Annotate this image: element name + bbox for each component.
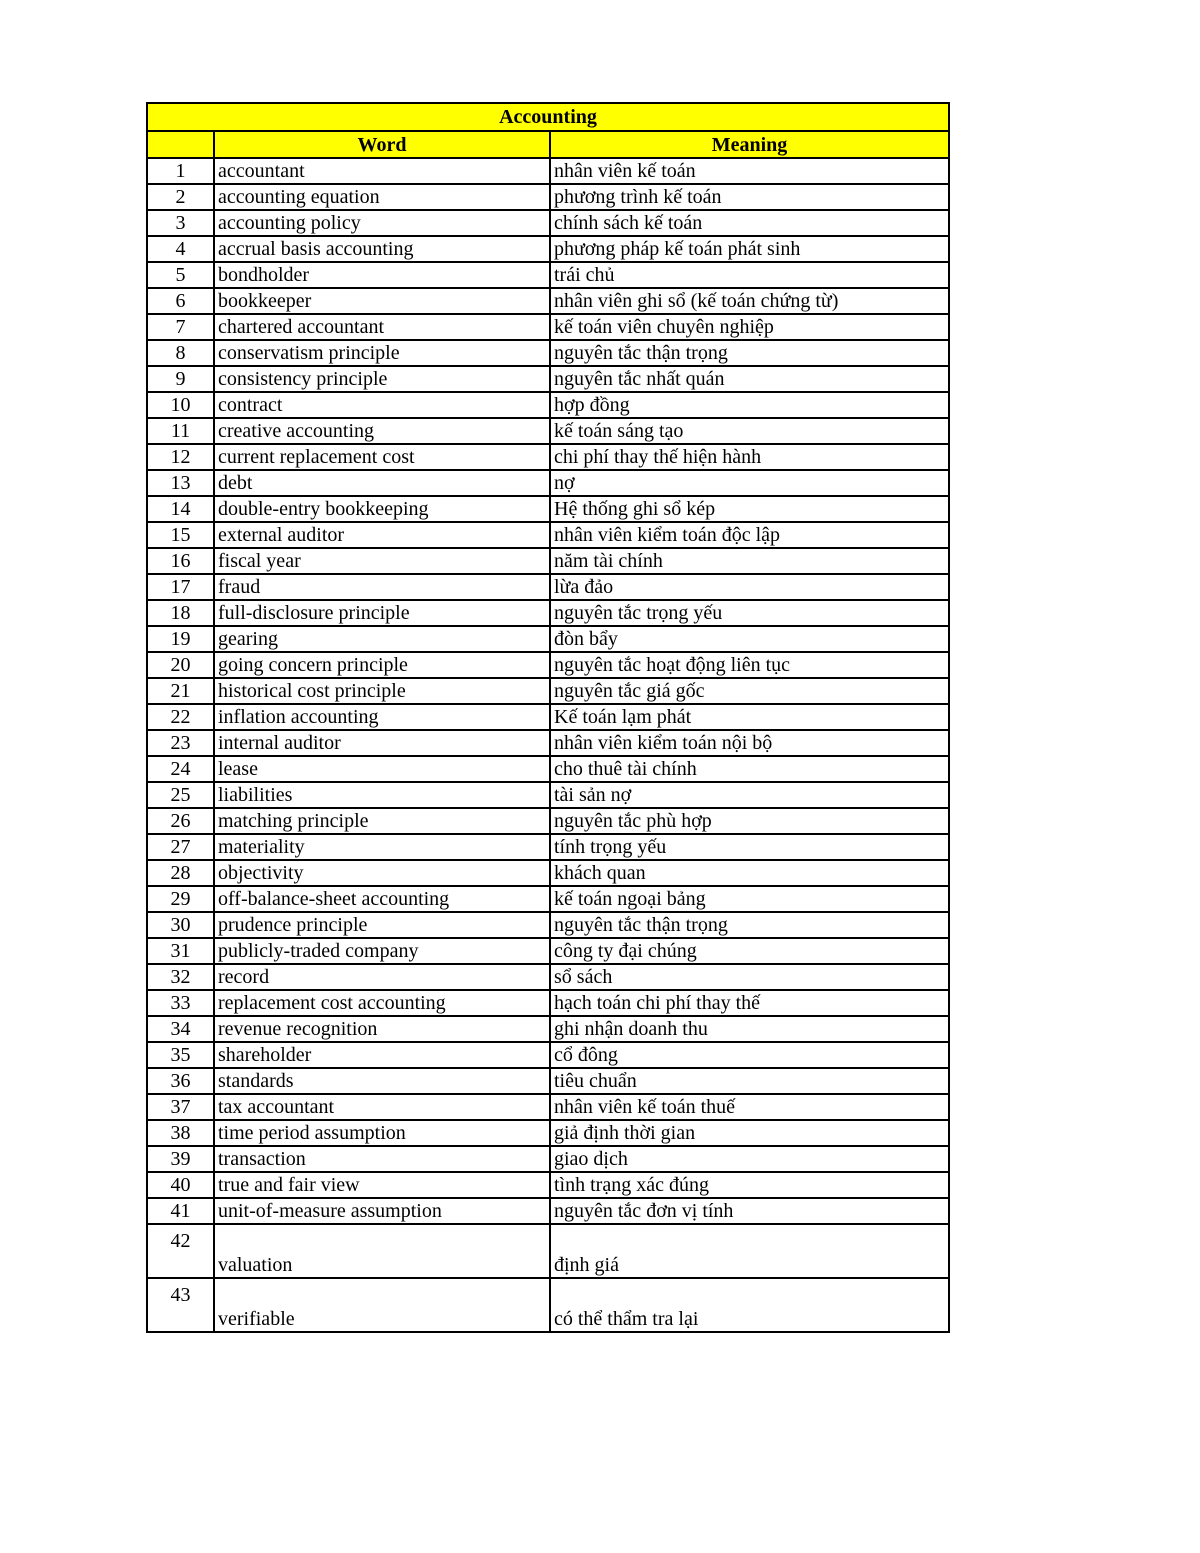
row-word: gearing: [214, 626, 550, 652]
table-row: [147, 652, 949, 678]
row-number: 26: [147, 808, 214, 834]
row-meaning: nhân viên kiểm toán nội bộ: [550, 730, 949, 756]
table-row: [147, 262, 949, 288]
table-row: [147, 678, 949, 704]
row-meaning: nguyên tắc thận trọng: [550, 340, 949, 366]
row-meaning: nhân viên kế toán thuế: [550, 1094, 949, 1120]
row-word: consistency principle: [214, 366, 550, 392]
row-number: 41: [147, 1198, 214, 1224]
row-number: 22: [147, 704, 214, 730]
number-column-header: [147, 131, 214, 158]
row-meaning: tình trạng xác đúng: [550, 1172, 949, 1198]
row-meaning: Hệ thống ghi sổ kép: [550, 496, 949, 522]
row-meaning: nguyên tắc thận trọng: [550, 912, 949, 938]
row-meaning: cho thuê tài chính: [550, 756, 949, 782]
row-word: historical cost principle: [214, 678, 550, 704]
row-number: 38: [147, 1120, 214, 1146]
row-meaning: định giá: [550, 1224, 949, 1278]
row-number: 11: [147, 418, 214, 444]
row-number: 2: [147, 184, 214, 210]
table-row: [147, 1224, 949, 1278]
row-word: valuation: [214, 1224, 550, 1278]
table-row: [147, 418, 949, 444]
row-meaning: sổ sách: [550, 964, 949, 990]
row-meaning: tài sản nợ: [550, 782, 949, 808]
table-row: [147, 288, 949, 314]
table-row: [147, 444, 949, 470]
row-word: revenue recognition: [214, 1016, 550, 1042]
row-meaning: chính sách kế toán: [550, 210, 949, 236]
row-meaning: phương pháp kế toán phát sinh: [550, 236, 949, 262]
row-number: 7: [147, 314, 214, 340]
row-meaning: kế toán viên chuyên nghiệp: [550, 314, 949, 340]
row-word: accounting equation: [214, 184, 550, 210]
row-word: accrual basis accounting: [214, 236, 550, 262]
table-row: [147, 574, 949, 600]
table-row: [147, 1042, 949, 1068]
row-meaning: tính trọng yếu: [550, 834, 949, 860]
row-word: internal auditor: [214, 730, 550, 756]
vocabulary-table: [146, 102, 950, 1333]
row-word: materiality: [214, 834, 550, 860]
row-meaning: kế toán ngoại bảng: [550, 886, 949, 912]
row-meaning: nguyên tắc hoạt động liên tục: [550, 652, 949, 678]
row-word: replacement cost accounting: [214, 990, 550, 1016]
table-row: [147, 730, 949, 756]
row-meaning: kế toán sáng tạo: [550, 418, 949, 444]
row-word: publicly-traded company: [214, 938, 550, 964]
table-row: [147, 704, 949, 730]
row-number: 33: [147, 990, 214, 1016]
table-row: [147, 366, 949, 392]
row-word: true and fair view: [214, 1172, 550, 1198]
row-number: 42: [147, 1224, 214, 1278]
row-number: 18: [147, 600, 214, 626]
table-header-row: [147, 131, 949, 158]
row-number: 17: [147, 574, 214, 600]
row-number: 19: [147, 626, 214, 652]
table-row: [147, 1094, 949, 1120]
row-number: 27: [147, 834, 214, 860]
row-number: 39: [147, 1146, 214, 1172]
table-row: [147, 834, 949, 860]
meaning-column-header: Meaning: [550, 131, 949, 158]
row-word: chartered accountant: [214, 314, 550, 340]
table-row: [147, 1198, 949, 1224]
row-word: fraud: [214, 574, 550, 600]
row-number: 30: [147, 912, 214, 938]
row-meaning: nhân viên kế toán: [550, 158, 949, 184]
row-word: standards: [214, 1068, 550, 1094]
row-word: conservatism principle: [214, 340, 550, 366]
row-meaning: Kế toán lạm phát: [550, 704, 949, 730]
row-word: double-entry bookkeeping: [214, 496, 550, 522]
word-column-header: Word: [214, 131, 550, 158]
table-row: [147, 1278, 949, 1332]
row-word: debt: [214, 470, 550, 496]
table-row: [147, 938, 949, 964]
table-row: [147, 522, 949, 548]
row-word: accounting policy: [214, 210, 550, 236]
row-word: full-disclosure principle: [214, 600, 550, 626]
row-word: inflation accounting: [214, 704, 550, 730]
row-number: 25: [147, 782, 214, 808]
row-meaning: nguyên tắc giá gốc: [550, 678, 949, 704]
table-row: [147, 782, 949, 808]
row-word: external auditor: [214, 522, 550, 548]
row-number: 8: [147, 340, 214, 366]
row-number: 40: [147, 1172, 214, 1198]
row-word: off-balance-sheet accounting: [214, 886, 550, 912]
table-title-row: [147, 103, 949, 131]
table-row: [147, 756, 949, 782]
row-number: 12: [147, 444, 214, 470]
table-row: [147, 626, 949, 652]
row-meaning: nợ: [550, 470, 949, 496]
table-row: [147, 990, 949, 1016]
row-number: 24: [147, 756, 214, 782]
table-row: [147, 1120, 949, 1146]
row-word: liabilities: [214, 782, 550, 808]
row-number: 1: [147, 158, 214, 184]
row-number: 37: [147, 1094, 214, 1120]
row-meaning: nhân viên kiểm toán độc lập: [550, 522, 949, 548]
row-meaning: hạch toán chi phí thay thế: [550, 990, 949, 1016]
row-number: 4: [147, 236, 214, 262]
row-word: contract: [214, 392, 550, 418]
row-number: 14: [147, 496, 214, 522]
row-number: 32: [147, 964, 214, 990]
row-number: 6: [147, 288, 214, 314]
row-word: shareholder: [214, 1042, 550, 1068]
row-number: 13: [147, 470, 214, 496]
row-word: fiscal year: [214, 548, 550, 574]
row-number: 28: [147, 860, 214, 886]
row-word: lease: [214, 756, 550, 782]
row-meaning: đòn bẩy: [550, 626, 949, 652]
row-number: 34: [147, 1016, 214, 1042]
table-row: [147, 1016, 949, 1042]
row-number: 35: [147, 1042, 214, 1068]
row-meaning: nguyên tắc đơn vị tính: [550, 1198, 949, 1224]
row-meaning: công ty đại chúng: [550, 938, 949, 964]
row-meaning: nhân viên ghi sổ (kế toán chứng từ): [550, 288, 949, 314]
row-meaning: hợp đồng: [550, 392, 949, 418]
row-meaning: có thể thẩm tra lại: [550, 1278, 949, 1332]
row-meaning: năm tài chính: [550, 548, 949, 574]
table-row: [147, 470, 949, 496]
row-meaning: nguyên tắc nhất quán: [550, 366, 949, 392]
table-row: [147, 314, 949, 340]
table-title: Accounting: [147, 103, 949, 131]
row-number: 31: [147, 938, 214, 964]
table-row: [147, 184, 949, 210]
row-meaning: nguyên tắc trọng yếu: [550, 600, 949, 626]
row-word: prudence principle: [214, 912, 550, 938]
row-number: 3: [147, 210, 214, 236]
table-row: [147, 340, 949, 366]
row-word: transaction: [214, 1146, 550, 1172]
table-row: [147, 392, 949, 418]
row-meaning: chi phí thay thế hiện hành: [550, 444, 949, 470]
table-row: [147, 912, 949, 938]
row-number: 15: [147, 522, 214, 548]
table-row: [147, 808, 949, 834]
table-row: [147, 236, 949, 262]
table-row: [147, 964, 949, 990]
row-word: creative accounting: [214, 418, 550, 444]
row-word: verifiable: [214, 1278, 550, 1332]
row-meaning: khách quan: [550, 860, 949, 886]
row-number: 10: [147, 392, 214, 418]
row-word: time period assumption: [214, 1120, 550, 1146]
row-number: 21: [147, 678, 214, 704]
row-word: current replacement cost: [214, 444, 550, 470]
row-word: record: [214, 964, 550, 990]
row-word: objectivity: [214, 860, 550, 886]
row-number: 16: [147, 548, 214, 574]
row-number: 9: [147, 366, 214, 392]
row-number: 20: [147, 652, 214, 678]
row-meaning: nguyên tắc phù hợp: [550, 808, 949, 834]
row-number: 29: [147, 886, 214, 912]
row-word: bondholder: [214, 262, 550, 288]
row-meaning: tiêu chuẩn: [550, 1068, 949, 1094]
row-number: 36: [147, 1068, 214, 1094]
row-word: accountant: [214, 158, 550, 184]
row-meaning: phương trình kế toán: [550, 184, 949, 210]
row-meaning: ghi nhận doanh thu: [550, 1016, 949, 1042]
row-number: 23: [147, 730, 214, 756]
row-meaning: giao dịch: [550, 1146, 949, 1172]
row-meaning: cổ đông: [550, 1042, 949, 1068]
table-body: [147, 158, 949, 1332]
row-word: unit-of-measure assumption: [214, 1198, 550, 1224]
table-row: [147, 210, 949, 236]
table-row: [147, 886, 949, 912]
row-word: going concern principle: [214, 652, 550, 678]
row-word: matching principle: [214, 808, 550, 834]
table-row: [147, 860, 949, 886]
table-row: [147, 600, 949, 626]
table-row: [147, 1172, 949, 1198]
table-row: [147, 548, 949, 574]
row-meaning: giả định thời gian: [550, 1120, 949, 1146]
row-number: 43: [147, 1278, 214, 1332]
table-row: [147, 1146, 949, 1172]
table-row: [147, 158, 949, 184]
row-number: 5: [147, 262, 214, 288]
row-word: bookkeeper: [214, 288, 550, 314]
table-row: [147, 496, 949, 522]
row-meaning: trái chủ: [550, 262, 949, 288]
row-meaning: lừa đảo: [550, 574, 949, 600]
table-row: [147, 1068, 949, 1094]
row-word: tax accountant: [214, 1094, 550, 1120]
